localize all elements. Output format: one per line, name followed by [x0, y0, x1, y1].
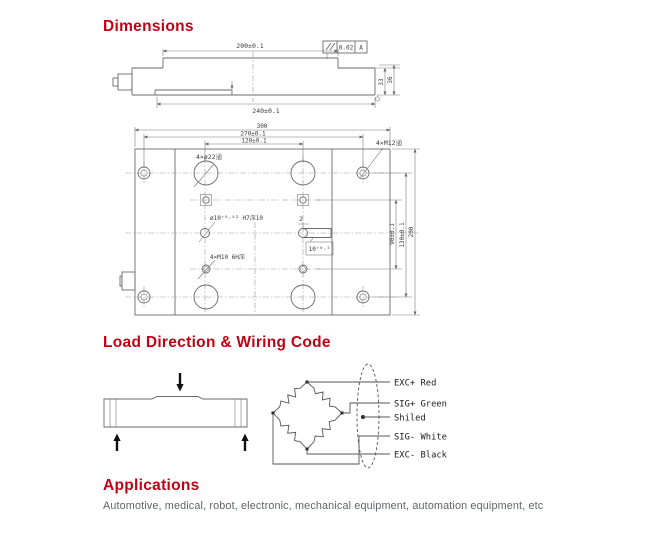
- dim-height-200: 200: [408, 226, 415, 238]
- parallelism-icon: [326, 43, 335, 50]
- label-sig-minus: SIG- White: [394, 432, 447, 443]
- dim-bottom-length: 240±0.1: [252, 107, 280, 115]
- parallelism-tolerance-flag: [323, 41, 367, 59]
- load-direction-diagram: [95, 365, 260, 460]
- label-exc-minus: EXC- Black: [394, 450, 447, 461]
- datum-mark: [376, 97, 380, 101]
- plan-view-holes: [138, 161, 369, 309]
- label-m12-holes: 4×M12通: [376, 139, 403, 147]
- dim-width-120: 120±0.1: [241, 137, 267, 145]
- load-cell-outline: [104, 397, 247, 428]
- plan-view-dimensions: [135, 123, 420, 315]
- support-arrow-up-left-icon: [113, 434, 120, 452]
- plan-view-hole-labels: [194, 138, 403, 279]
- label-exc-plus: EXC+ Red: [394, 378, 437, 389]
- support-arrow-up-right-icon: [241, 434, 248, 452]
- tolerance-datum: A: [359, 44, 363, 52]
- wire-labels: [394, 379, 448, 461]
- plan-view-centerlines: [125, 157, 420, 315]
- label-shield: Shiled: [394, 413, 426, 424]
- dim-top-length: 200±0.1: [236, 42, 264, 50]
- dim-slot-box-10: 10⁺⁰·⁵: [308, 246, 331, 253]
- bridge-resistors: [272, 381, 344, 451]
- label-sig-plus: SIG+ Green: [394, 399, 447, 410]
- dim-height-36: 36: [387, 76, 394, 84]
- dim-height-90: 90±0.1: [389, 223, 396, 245]
- bridge-wires: [273, 382, 390, 464]
- dim-height-130: 130±0.1: [399, 222, 406, 248]
- dim-slot-2: 2: [299, 216, 303, 223]
- label-pin-hole: ø10⁺⁰·⁰² H7深10: [210, 215, 263, 222]
- side-view-drawing: [95, 38, 415, 116]
- load-arrow-down-icon: [176, 373, 183, 392]
- dim-width-300: 300: [256, 123, 268, 130]
- cable-shield-ellipse: [357, 364, 379, 468]
- plan-view-drawing: [120, 112, 450, 327]
- label-o22-holes: 4×ø22通: [196, 153, 223, 161]
- wiring-diagram: [262, 360, 467, 472]
- dim-height-33: 33: [378, 78, 385, 86]
- tolerance-value: 0.02: [338, 44, 354, 52]
- side-view-body-lines: [113, 52, 380, 102]
- section-title-load-wiring: Load Direction & Wiring Code: [103, 334, 331, 351]
- applications-text: Automotive, medical, robot, electronic, mechanical equipment, automation equipment, etc: [103, 500, 544, 512]
- label-m10-holes: 4×M10 6H深: [210, 254, 245, 261]
- plan-view-body-lines: [120, 149, 390, 315]
- dim-width-270: 270±0.1: [240, 130, 266, 138]
- section-title-applications: Applications: [103, 477, 200, 494]
- section-title-dimensions: Dimensions: [103, 18, 194, 35]
